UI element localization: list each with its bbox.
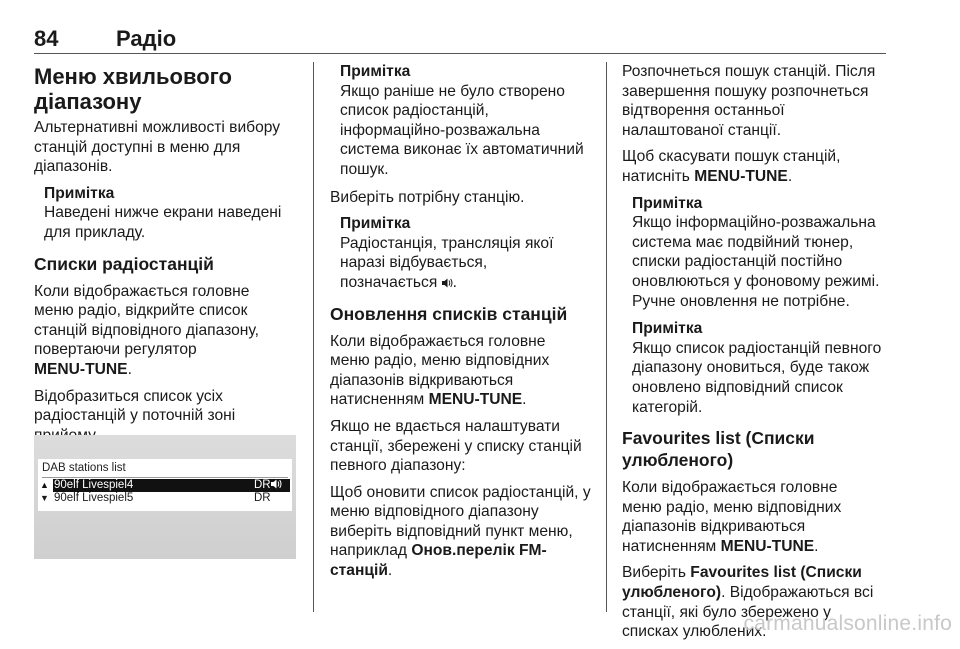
paragraph: Відобразиться список усіх радіостанцій у поточній зоні	[34, 387, 236, 425]
paragraph: Коли відображається головне меню радіо, відкрийте список станцій відповідного діапазону, повертаючи регулятор MENU-TUNE.	[34, 282, 259, 378]
note: Примітка Якщо інформаційно-розважальна система має подвійний тюнер, списки радіостанцій постійно оновлюються у фоновому режимі. Ручне оновлення не потрібне.	[632, 194, 880, 310]
subheading-update-lists: Оновлення списків станцій	[330, 303, 568, 324]
arrow-up-icon: ▲	[40, 480, 49, 490]
paragraph: Виберіть Favourites list (Списки улюбленого). Відображаються всі станції, які було збережено у списках улюблених.	[622, 564, 874, 641]
paragraph: Якщо не вдається налаштувати станції, збережені у списку станцій певного діапазону:	[330, 417, 582, 475]
paragraph: Виберіть потрібну станцію.	[330, 188, 525, 206]
paragraph: Розпочнеться пошук станцій. Після завершення пошуку розпочнеться відтворення останньої налаштованої станції.	[622, 63, 876, 139]
screen-title: DAB stations list	[42, 462, 126, 474]
note: Примітка Радіостанція, трансляція якої наразі відбувається, позначається .	[340, 215, 554, 291]
page-header	[34, 26, 886, 54]
column-1	[34, 62, 304, 452]
station-row[interactable]: ▼ 90elf Livespiel5 DR	[40, 492, 271, 504]
speaker-icon	[442, 278, 453, 288]
arrow-down-icon: ▼	[40, 493, 49, 503]
subheading-station-lists: Списки радіостанцій	[34, 253, 214, 274]
keyword: MENU-TUNE	[694, 167, 788, 185]
keyword: станцій	[330, 562, 388, 580]
subheading-favourites: Favourites list (Списки улюбленого)	[622, 428, 815, 471]
paragraph: Коли відображається головне меню радіо, меню відповідних діапазонів відкриваються натисненням MENU-TUNE.	[330, 332, 550, 409]
column-2	[330, 62, 598, 588]
dab-stations-screen	[34, 435, 296, 559]
heading-band-menu: Меню хвильового діапазону	[34, 64, 232, 114]
watermark: carmanualsonline.info	[743, 612, 952, 635]
note: Примітка Якщо список радіостанцій певного діапазону оновиться, буде також оновлено відповідний список категорій.	[632, 320, 882, 416]
paragraph: Щоб оновити список радіостанцій, у меню відповідного діапазону виберіть відповідний пункт меню, наприклад Онов.перелік FM- станцій.	[330, 483, 591, 580]
column-divider-1	[313, 62, 314, 612]
keyword: Онов.перелік FM-	[411, 542, 547, 560]
note: Примітка Наведені нижче екрани наведені для прикладу.	[44, 184, 282, 241]
keyword: MENU-TUNE	[428, 391, 523, 409]
intro-paragraph: Альтернативні можливості вибору станцій доступні в меню для діапазонів.	[34, 119, 281, 176]
column-divider-2	[606, 62, 607, 612]
paragraph: Коли відображається головне меню радіо, меню відповідних діапазонів відкриваються натисненням MENU-TUNE.	[622, 479, 842, 555]
keyword: MENU-TUNE	[720, 537, 815, 555]
paragraph: Щоб скасувати пошук станцій, натисніть MENU-TUNE.	[622, 148, 841, 185]
speaker-icon	[271, 479, 282, 489]
screen-divider	[42, 477, 288, 478]
keyword: Favourites list (Списки	[690, 564, 862, 582]
section-title: Радіо	[116, 26, 177, 51]
page-number: 84	[34, 26, 59, 51]
keyword: улюбленого)	[622, 584, 722, 602]
column-3	[622, 62, 892, 649]
header-rule	[34, 53, 886, 54]
keyword: MENU-TUNE	[34, 360, 128, 378]
station-row-selected[interactable]: ▲ 90elf Livespiel4 DR	[40, 479, 290, 492]
note: Примітка Якщо раніше не було створено список радіостанцій, інформаційно-розважальна система виконає їх автоматичний пошук.	[340, 63, 584, 178]
